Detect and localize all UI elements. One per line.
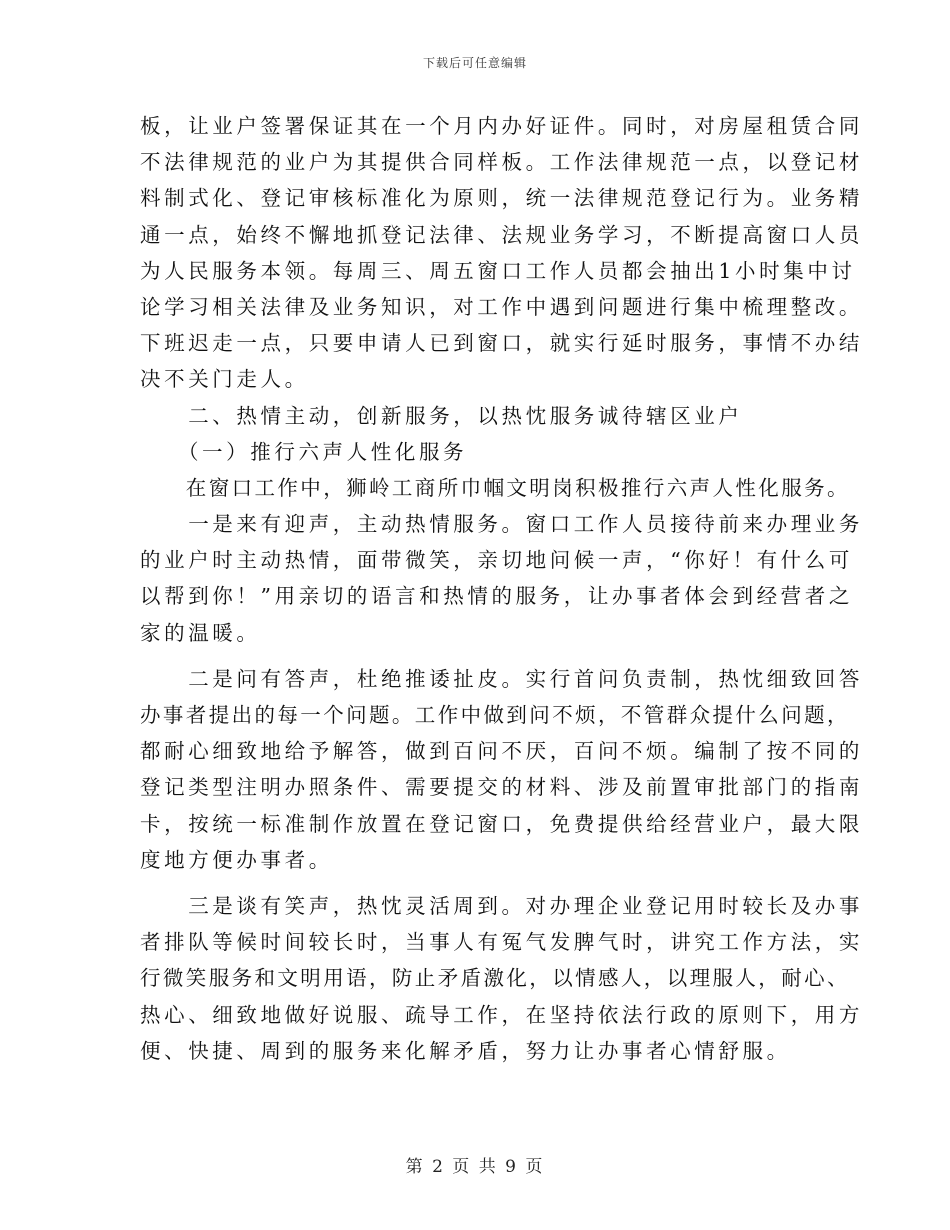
section-heading: 二、热情主动，创新服务，以热忱服务诚待辖区业户 [140,403,743,428]
body-line: 家的温暖。 [140,620,261,645]
subsection-heading: （一）推行六声人性化服务 [140,439,468,464]
page-header-note: 下载后可任意编辑 [422,56,527,70]
body-line: 下班迟走一点，只要申请人已到窗口，就实行延时服务，事情不办结 [140,331,863,356]
body-line: 登记类型注明办照条件、需要提交的材料、涉及前置审批部门的指南 [140,775,863,800]
page-number: 第 2 页 共 9 页 [405,1157,545,1177]
body-line: 以帮到你！”用亲切的语言和热情的服务，让办事者体会到经营者之 [140,584,853,609]
body-line: 行微笑服务和文明用语，防止矛盾激化，以情感人，以理服人，耐心、 [140,966,850,991]
body-line: 都耐心细致地给予解答，做到百问不厌，百问不烦。编制了按不同的 [140,739,863,764]
body-line: 热心、细致地做好说服、疏导工作，在坚持依法行政的原则下，用方 [140,1002,863,1027]
body-line: 通一点，始终不懈地抓登记法律、法规业务学习，不断提高窗口人员 [140,222,863,247]
body-line: 一是来有迎声，主动热情服务。窗口工作人员接待前来办理业务 [140,512,863,537]
body-line: 办事者提出的每一个问题。工作中做到问不烦，不管群众提什么问题， [140,703,850,727]
body-line: 便、快捷、周到的服务来化解矛盾，努力让办事者心情舒服。 [140,1038,791,1063]
body-line: 度地方便办事者。 [140,847,333,872]
body-line: 决不关门走人。 [140,367,309,392]
body-line: 的业户时主动热情，面带微笑，亲切地问候一声，“你好！有什么可 [140,548,853,573]
body-line: 卡，按统一标准制作放置在登记窗口，免费提供给经营业户，最大限 [140,811,863,836]
body-line: 为人民服务本领。每周三、周五窗口工作人员都会抽出1小时集中讨 [140,258,856,283]
body-line: 板，让业户签署保证其在一个月内办好证件。同时，对房屋租赁合同 [140,114,863,138]
body-line: 不法律规范的业户为其提供合同样板。工作法律规范一点，以登记材 [140,150,863,175]
body-line: 三是谈有笑声，热忱灵活周到。对办理企业登记用时较长及办事 [140,893,863,918]
body-line: 料制式化、登记审核标准化为原则，统一法律规范登记行为。业务精 [140,186,863,211]
document-body [140,108,863,1069]
body-line: 论学习相关法律及业务知识，对工作中遇到问题进行集中梳理整改。 [140,294,863,319]
body-line: 二是问有答声，杜绝推诿扯皮。实行首问负责制，热忱细致回答 [140,666,863,691]
body-line: 者排队等候时间较长时，当事人有冤气发脾气时，讲究工作方法，实 [140,930,863,955]
body-line: 在窗口工作中，狮岭工商所巾帼文明岗积极推行六声人性化服务。 [140,475,850,500]
